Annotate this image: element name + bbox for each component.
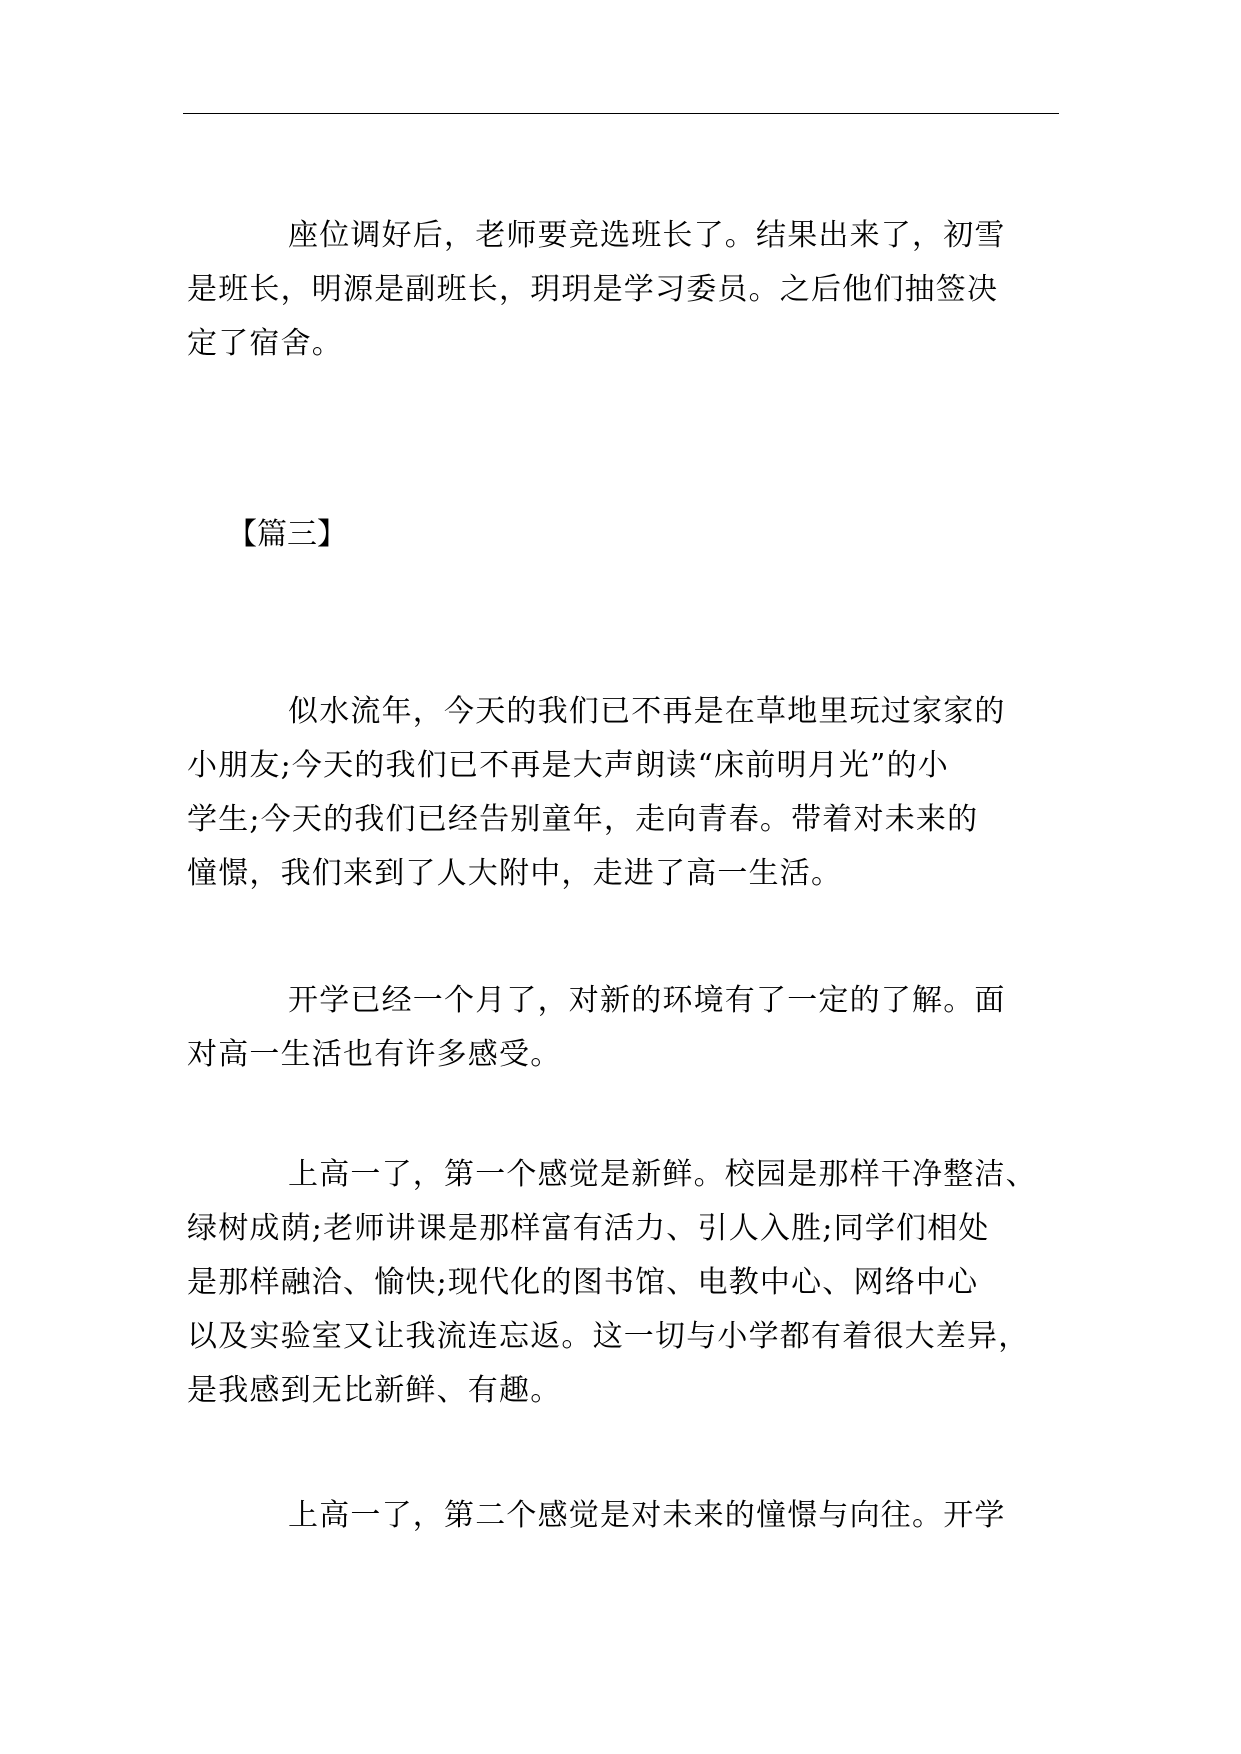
text-line: 开学已经一个月了，对新的环境有了一定的了解。面 (288, 983, 1006, 1018)
paragraph-class-leaders (187, 209, 1077, 371)
paragraph-second-feeling (187, 1489, 1077, 1543)
paragraph-first-feeling (187, 1148, 1077, 1418)
text-line: 是我感到无比新鲜、有趣。 (187, 1373, 562, 1408)
text-line: 以及实验室又让我流连忘返。这一切与小学都有着很大差异， (187, 1319, 1030, 1354)
text-line: 对高一生活也有许多感受。 (187, 1037, 562, 1072)
text-line: 是那样融洽、愉快;现代化的图书馆、电教中心、网络中心 (187, 1265, 979, 1300)
text-line: 绿树成荫;老师讲课是那样富有活力、引人入胜;同学们相处 (187, 1211, 990, 1246)
text-line: 上高一了，第一个感觉是新鲜。校园是那样干净整洁、 (288, 1157, 1037, 1192)
text-line: 憧憬，我们来到了人大附中，走进了高一生活。 (187, 856, 843, 891)
text-line: 定了宿舍。 (187, 326, 343, 361)
text-line: 是班长，明源是副班长，玥玥是学习委员。之后他们抽签决 (187, 272, 999, 307)
paragraph-intro (187, 685, 1077, 901)
text-line: 学生;今天的我们已经告别童年，走向青春。带着对未来的 (187, 802, 979, 837)
text-line: 上高一了，第二个感觉是对未来的憧憬与向往。开学 (288, 1498, 1006, 1533)
section-heading: 【篇三】 (227, 517, 347, 552)
paragraph-one-month (187, 974, 1077, 1082)
text-line: 座位调好后，老师要竞选班长了。结果出来了，初雪 (288, 218, 1006, 253)
text-line: 小朋友;今天的我们已不再是大声朗读“床前明月光”的小 (187, 748, 949, 783)
header-rule (183, 113, 1059, 114)
text-line: 似水流年，今天的我们已不再是在草地里玩过家家的 (288, 694, 1006, 729)
